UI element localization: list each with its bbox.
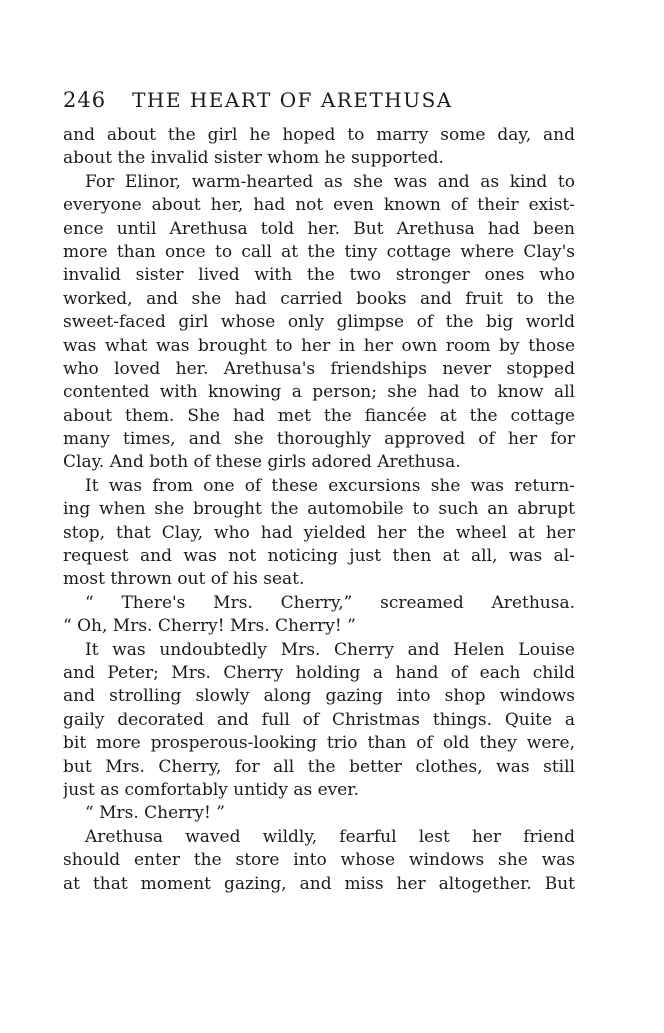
text-line: and Peter; Mrs. Cherry holding a hand of each child (63, 662, 575, 683)
text-line: contented with knowing a person; she had to know all (63, 382, 575, 403)
text-line: about them. She had met the fiancée at the cottage (63, 405, 575, 426)
book-page (63, 88, 575, 896)
text-line: gaily decorated and full of Christmas things. Quite a (63, 709, 575, 730)
paragraph-start-line: It was from one of these excursions she was return- (85, 475, 575, 496)
text-line: was what was brought to her in her own room by those (63, 335, 575, 356)
text-line: sweet-faced girl whose only glimpse of the big world (63, 312, 575, 333)
text-line: should enter the store into whose windows she was (63, 850, 575, 871)
text-line: bit more prosperous-looking trio than of old they were, (63, 733, 575, 754)
text-line: just as comfortably untidy as ever. (63, 779, 359, 800)
running-title: THE HEART OF ARETHUSA (132, 88, 453, 112)
text-line: everyone about her, had not even known of their exist- (63, 195, 575, 216)
text-line: invalid sister lived with the two stronger ones who (63, 265, 575, 286)
text-line: request and was not noticing just then at all, was al- (63, 546, 575, 567)
running-head (63, 88, 575, 124)
text-line: worked, and she had carried books and fruit to the (63, 288, 575, 309)
body-text (63, 124, 575, 896)
text-line: who loved her. Arethusa's friendships never stopped (63, 358, 575, 379)
page-number: 246 (63, 88, 107, 112)
text-line: Clay. And both of these girls adored Arethusa. (63, 452, 461, 473)
text-line: “ Oh, Mrs. Cherry! Mrs. Cherry! ” (63, 616, 356, 637)
text-line: stop, that Clay, who had yielded her the wheel at her (63, 522, 575, 543)
text-line: most thrown out of his seat. (63, 569, 305, 590)
paragraph-start-line: “ There's Mrs. Cherry,” screamed Arethusa. (85, 592, 575, 613)
text-line: and about the girl he hoped to marry some day, and (63, 125, 575, 145)
text-line: but Mrs. Cherry, for all the better clothes, was still (63, 756, 575, 777)
text-line: ing when she brought the automobile to such an abrupt (63, 499, 575, 520)
paragraph-start-line: For Elinor, warm-hearted as she was and as kind to (85, 171, 575, 192)
paragraph-start-line: “ Mrs. Cherry! ” (85, 803, 225, 824)
text-line: ence until Arethusa told her. But Arethusa had been (63, 218, 575, 239)
paragraph-start-line: It was undoubtedly Mrs. Cherry and Helen Louise (85, 639, 575, 660)
text-line: many times, and she thoroughly approved of her for (63, 429, 575, 450)
paragraph-start-line: Arethusa waved wildly, fearful lest her friend (85, 826, 575, 847)
text-line: at that moment gazing, and miss her altogether. But (63, 873, 575, 894)
text-line: and strolling slowly along gazing into shop windows (63, 686, 575, 707)
text-line: more than once to call at the tiny cottage where Clay's (63, 241, 575, 262)
text-line: about the invalid sister whom he supported. (63, 148, 444, 169)
